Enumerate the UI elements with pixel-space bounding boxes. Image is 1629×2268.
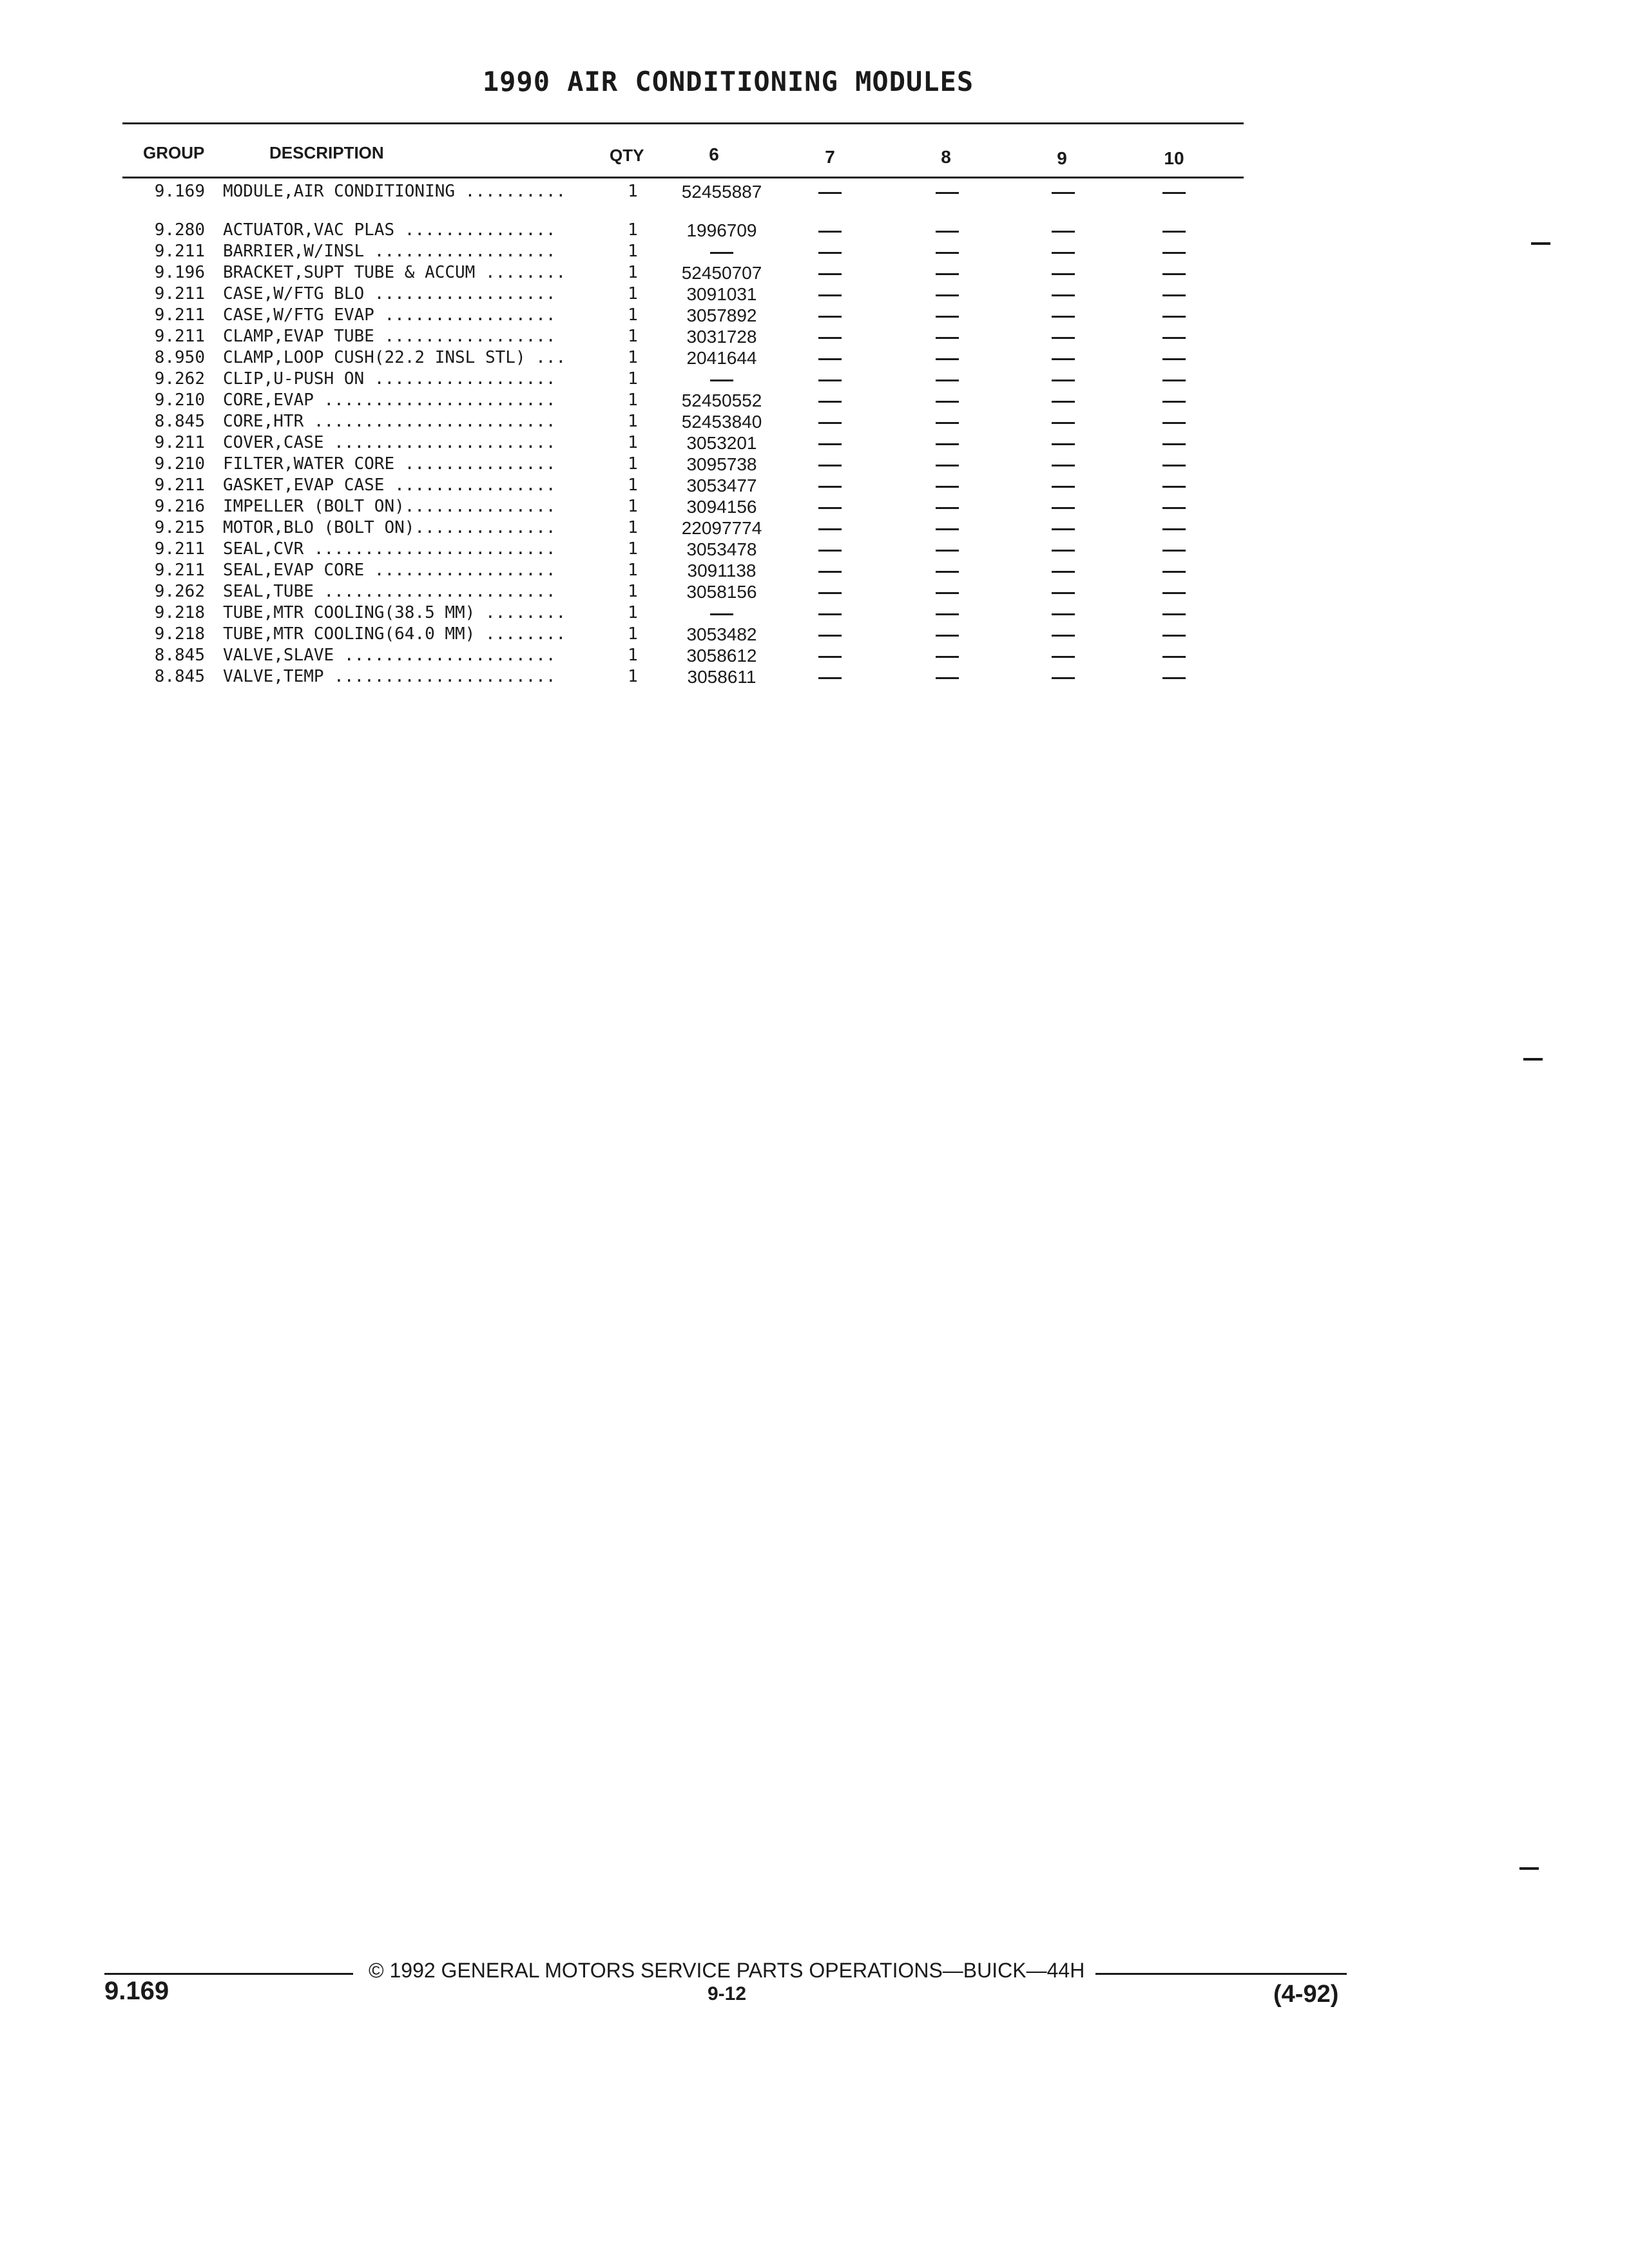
row-qty: 1 — [628, 518, 638, 537]
row-group: 8.950 — [154, 348, 205, 367]
row-col-10-dash — [1162, 528, 1186, 530]
row-col-7-dash — [818, 486, 842, 488]
row-group: 9.211 — [154, 476, 205, 495]
header-col-8: 8 — [941, 147, 951, 167]
row-col-9-dash — [1052, 252, 1075, 254]
row-col-7-dash — [818, 422, 842, 424]
row-qty: 1 — [628, 497, 638, 516]
table-row — [0, 497, 1289, 518]
row-part-number-col-6: 3053482 — [686, 624, 757, 644]
table-row — [0, 433, 1289, 454]
footer-rule-right — [1095, 1973, 1347, 1975]
row-col-9-dash — [1052, 401, 1075, 403]
row-qty: 1 — [628, 646, 638, 665]
row-col-9-dash — [1052, 613, 1075, 615]
row-col-7-dash — [818, 613, 842, 615]
row-description: SEAL,CVR ........................ — [223, 539, 556, 559]
table-row — [0, 305, 1289, 327]
row-col-7-dash — [818, 316, 842, 318]
row-description: CASE,W/FTG BLO .................. — [223, 284, 556, 303]
row-group: 9.210 — [154, 454, 205, 474]
table-row — [0, 412, 1289, 433]
row-col-9-dash — [1052, 192, 1075, 194]
table-row — [0, 582, 1289, 603]
row-col-8-dash — [936, 486, 959, 488]
row-col-8-dash — [936, 358, 959, 360]
row-description: VALVE,TEMP ...................... — [223, 667, 556, 686]
row-col-10-dash — [1162, 401, 1186, 403]
row-qty: 1 — [628, 454, 638, 474]
row-group: 9.280 — [154, 220, 205, 240]
row-part-number-col-6: 52453840 — [681, 412, 762, 432]
footer-rule-left — [104, 1973, 353, 1975]
row-col-8-dash — [936, 294, 959, 296]
row-part-number-col-6: 3031728 — [686, 327, 757, 347]
table-row — [0, 348, 1289, 369]
header-col-6: 6 — [709, 144, 719, 164]
row-col-9-dash — [1052, 465, 1075, 466]
row-col-9-dash — [1052, 422, 1075, 424]
row-part-number-col-6: 3053478 — [686, 539, 757, 559]
row-col-10-dash — [1162, 358, 1186, 360]
row-col-7-dash — [818, 294, 842, 296]
row-col-10-dash — [1162, 192, 1186, 194]
row-group: 9.210 — [154, 390, 205, 410]
table-row — [0, 539, 1289, 561]
row-description: TUBE,MTR COOLING(38.5 MM) ........ — [223, 603, 566, 622]
table-row — [0, 390, 1289, 412]
row-qty: 1 — [628, 220, 638, 240]
row-description: BRACKET,SUPT TUBE & ACCUM ........ — [223, 263, 566, 282]
row-description: MODULE,AIR CONDITIONING .......... — [223, 182, 566, 201]
row-part-number-col-6: 3058612 — [686, 646, 757, 666]
row-part-number-col-6: 3058156 — [686, 582, 757, 602]
header-bottom-rule — [122, 177, 1244, 178]
row-col-9-dash — [1052, 316, 1075, 318]
row-part-number-col-6: 3091138 — [687, 561, 757, 581]
row-col-9-dash — [1052, 571, 1075, 573]
row-group: 9.169 — [154, 182, 205, 201]
row-qty: 1 — [628, 603, 638, 622]
row-group: 9.211 — [154, 305, 205, 325]
table-row — [0, 220, 1289, 242]
row-col-7-dash — [818, 507, 842, 509]
row-description: MOTOR,BLO (BOLT ON).............. — [223, 518, 556, 537]
row-col-10-dash — [1162, 507, 1186, 509]
empty-dash — [710, 252, 733, 254]
row-col-10-dash — [1162, 294, 1186, 296]
row-col-7-dash — [818, 252, 842, 254]
footer-section: 9.169 — [104, 1977, 169, 2005]
row-qty: 1 — [628, 412, 638, 431]
row-description: SEAL,TUBE ....................... — [223, 582, 556, 601]
row-col-10-dash — [1162, 443, 1186, 445]
row-qty: 1 — [628, 242, 638, 261]
page-title: 1990 AIR CONDITIONING MODULES — [482, 66, 974, 97]
header-col-7: 7 — [825, 147, 835, 167]
row-group: 9.262 — [154, 582, 205, 601]
row-part-number-col-6: 1996709 — [686, 220, 757, 240]
row-col-10-dash — [1162, 465, 1186, 466]
row-part-number-col-6: 52450707 — [681, 263, 762, 283]
footer-page-number: 9-12 — [708, 1983, 747, 2004]
margin-mark — [1519, 1867, 1539, 1870]
row-col-8-dash — [936, 677, 959, 679]
row-description: CLAMP,LOOP CUSH(22.2 INSL STL) ... — [223, 348, 566, 367]
row-col-9-dash — [1052, 507, 1075, 509]
row-qty: 1 — [628, 390, 638, 410]
table-row — [0, 284, 1289, 305]
row-col-8-dash — [936, 656, 959, 658]
row-description: IMPELLER (BOLT ON)............... — [223, 497, 556, 516]
table-row — [0, 242, 1289, 263]
row-col-7-dash — [818, 337, 842, 339]
row-part-number-col-6: 3095738 — [686, 454, 757, 474]
row-col-10-dash — [1162, 273, 1186, 275]
footer-copyright: © 1992 GENERAL MOTORS SERVICE PARTS OPERATIONS—BUICK—44H — [369, 1959, 1085, 1982]
row-group: 9.211 — [154, 327, 205, 346]
row-part-number-col-6 — [664, 603, 780, 624]
row-col-7-dash — [818, 380, 842, 381]
empty-dash — [710, 380, 733, 381]
row-col-9-dash — [1052, 656, 1075, 658]
table-row — [0, 263, 1289, 284]
row-description: ACTUATOR,VAC PLAS ............... — [223, 220, 556, 240]
row-qty: 1 — [628, 263, 638, 282]
row-group: 9.211 — [154, 561, 205, 580]
row-group: 8.845 — [154, 412, 205, 431]
row-col-8-dash — [936, 273, 959, 275]
row-description: CORE,HTR ........................ — [223, 412, 556, 431]
row-qty: 1 — [628, 305, 638, 325]
row-col-10-dash — [1162, 252, 1186, 254]
row-description: GASKET,EVAP CASE ................ — [223, 476, 556, 495]
row-col-8-dash — [936, 507, 959, 509]
row-qty: 1 — [628, 348, 638, 367]
row-part-number-col-6: 3058611 — [687, 667, 757, 687]
row-col-7-dash — [818, 677, 842, 679]
row-col-10-dash — [1162, 550, 1186, 552]
row-col-8-dash — [936, 465, 959, 466]
row-col-8-dash — [936, 613, 959, 615]
row-col-9-dash — [1052, 592, 1075, 594]
header-description: DESCRIPTION — [269, 143, 384, 162]
row-col-9-dash — [1052, 528, 1075, 530]
row-col-7-dash — [818, 231, 842, 233]
row-description: CORE,EVAP ....................... — [223, 390, 556, 410]
footer-revision: (4-92) — [1273, 1981, 1339, 2008]
row-col-7-dash — [818, 635, 842, 637]
row-col-7-dash — [818, 592, 842, 594]
row-col-8-dash — [936, 422, 959, 424]
row-col-9-dash — [1052, 443, 1075, 445]
header-col-10: 10 — [1164, 148, 1184, 168]
row-part-number-col-6: 3053477 — [686, 476, 757, 495]
row-group: 9.218 — [154, 603, 205, 622]
row-description: TUBE,MTR COOLING(64.0 MM) ........ — [223, 624, 566, 644]
row-group: 8.845 — [154, 646, 205, 665]
header-top-rule — [122, 122, 1244, 124]
table-row — [0, 454, 1289, 476]
table-row — [0, 327, 1289, 348]
row-col-9-dash — [1052, 380, 1075, 381]
row-col-7-dash — [818, 465, 842, 466]
row-col-7-dash — [818, 550, 842, 552]
table-row — [0, 624, 1289, 646]
row-col-8-dash — [936, 316, 959, 318]
row-col-9-dash — [1052, 294, 1075, 296]
row-group: 9.216 — [154, 497, 205, 516]
row-description: CASE,W/FTG EVAP ................. — [223, 305, 556, 325]
row-description: CLAMP,EVAP TUBE ................. — [223, 327, 556, 346]
row-col-10-dash — [1162, 635, 1186, 637]
row-qty: 1 — [628, 667, 638, 686]
row-col-8-dash — [936, 592, 959, 594]
row-col-9-dash — [1052, 273, 1075, 275]
row-col-8-dash — [936, 192, 959, 194]
row-col-9-dash — [1052, 635, 1075, 637]
row-col-9-dash — [1052, 550, 1075, 552]
table-row — [0, 603, 1289, 624]
row-col-7-dash — [818, 192, 842, 194]
row-col-9-dash — [1052, 486, 1075, 488]
row-part-number-col-6 — [664, 369, 780, 390]
header-qty: QTY — [610, 146, 644, 165]
row-col-10-dash — [1162, 571, 1186, 573]
row-qty: 1 — [628, 624, 638, 644]
row-qty: 1 — [628, 561, 638, 580]
row-col-10-dash — [1162, 677, 1186, 679]
row-col-7-dash — [818, 358, 842, 360]
row-group: 9.218 — [154, 624, 205, 644]
row-qty: 1 — [628, 369, 638, 389]
row-col-8-dash — [936, 252, 959, 254]
row-qty: 1 — [628, 284, 638, 303]
row-col-9-dash — [1052, 677, 1075, 679]
row-description: BARRIER,W/INSL .................. — [223, 242, 556, 261]
row-col-9-dash — [1052, 358, 1075, 360]
row-col-10-dash — [1162, 316, 1186, 318]
row-col-9-dash — [1052, 231, 1075, 233]
margin-mark — [1523, 1058, 1543, 1061]
row-part-number-col-6: 52455887 — [681, 182, 762, 202]
row-part-number-col-6: 3053201 — [686, 433, 757, 453]
row-col-9-dash — [1052, 337, 1075, 339]
row-col-10-dash — [1162, 380, 1186, 381]
table-row — [0, 561, 1289, 582]
row-description: SEAL,EVAP CORE .................. — [223, 561, 556, 580]
row-col-10-dash — [1162, 613, 1186, 615]
row-col-8-dash — [936, 528, 959, 530]
table-row — [0, 518, 1289, 539]
row-group: 9.211 — [154, 539, 205, 559]
row-part-number-col-6: 3091031 — [686, 284, 757, 304]
row-col-8-dash — [936, 571, 959, 573]
row-col-10-dash — [1162, 337, 1186, 339]
row-col-7-dash — [818, 401, 842, 403]
empty-dash — [710, 613, 733, 615]
row-col-8-dash — [936, 635, 959, 637]
row-col-8-dash — [936, 401, 959, 403]
row-col-8-dash — [936, 380, 959, 381]
row-col-7-dash — [818, 571, 842, 573]
row-qty: 1 — [628, 182, 638, 201]
row-part-number-col-6: 3057892 — [686, 305, 757, 325]
row-col-7-dash — [818, 528, 842, 530]
row-col-10-dash — [1162, 231, 1186, 233]
header-group: GROUP — [143, 143, 205, 162]
row-group: 9.211 — [154, 284, 205, 303]
row-part-number-col-6: 52450552 — [681, 390, 762, 410]
row-group: 9.211 — [154, 242, 205, 261]
row-group: 9.196 — [154, 263, 205, 282]
row-part-number-col-6: 2041644 — [686, 348, 757, 368]
margin-mark — [1531, 242, 1550, 245]
row-description: COVER,CASE ...................... — [223, 433, 556, 452]
table-row — [0, 667, 1289, 688]
header-col-9: 9 — [1057, 148, 1067, 168]
row-part-number-col-6: 3094156 — [686, 497, 757, 517]
row-col-8-dash — [936, 550, 959, 552]
row-group: 8.845 — [154, 667, 205, 686]
row-col-10-dash — [1162, 486, 1186, 488]
row-description: FILTER,WATER CORE ............... — [223, 454, 556, 474]
row-col-8-dash — [936, 337, 959, 339]
row-qty: 1 — [628, 582, 638, 601]
row-qty: 1 — [628, 433, 638, 452]
row-col-10-dash — [1162, 592, 1186, 594]
row-description: VALVE,SLAVE ..................... — [223, 646, 556, 665]
row-group: 9.262 — [154, 369, 205, 389]
table-row — [0, 182, 1289, 203]
row-col-7-dash — [818, 273, 842, 275]
row-description: CLIP,U-PUSH ON .................. — [223, 369, 556, 389]
row-part-number-col-6 — [664, 242, 780, 262]
row-qty: 1 — [628, 539, 638, 559]
row-qty: 1 — [628, 327, 638, 346]
table-row — [0, 369, 1289, 390]
row-col-8-dash — [936, 443, 959, 445]
table-row — [0, 476, 1289, 497]
row-qty: 1 — [628, 476, 638, 495]
row-group: 9.215 — [154, 518, 205, 537]
row-group: 9.211 — [154, 433, 205, 452]
row-col-10-dash — [1162, 422, 1186, 424]
table-row — [0, 646, 1289, 667]
row-col-7-dash — [818, 443, 842, 445]
row-col-7-dash — [818, 656, 842, 658]
row-part-number-col-6: 22097774 — [681, 518, 762, 538]
row-col-8-dash — [936, 231, 959, 233]
row-col-10-dash — [1162, 656, 1186, 658]
